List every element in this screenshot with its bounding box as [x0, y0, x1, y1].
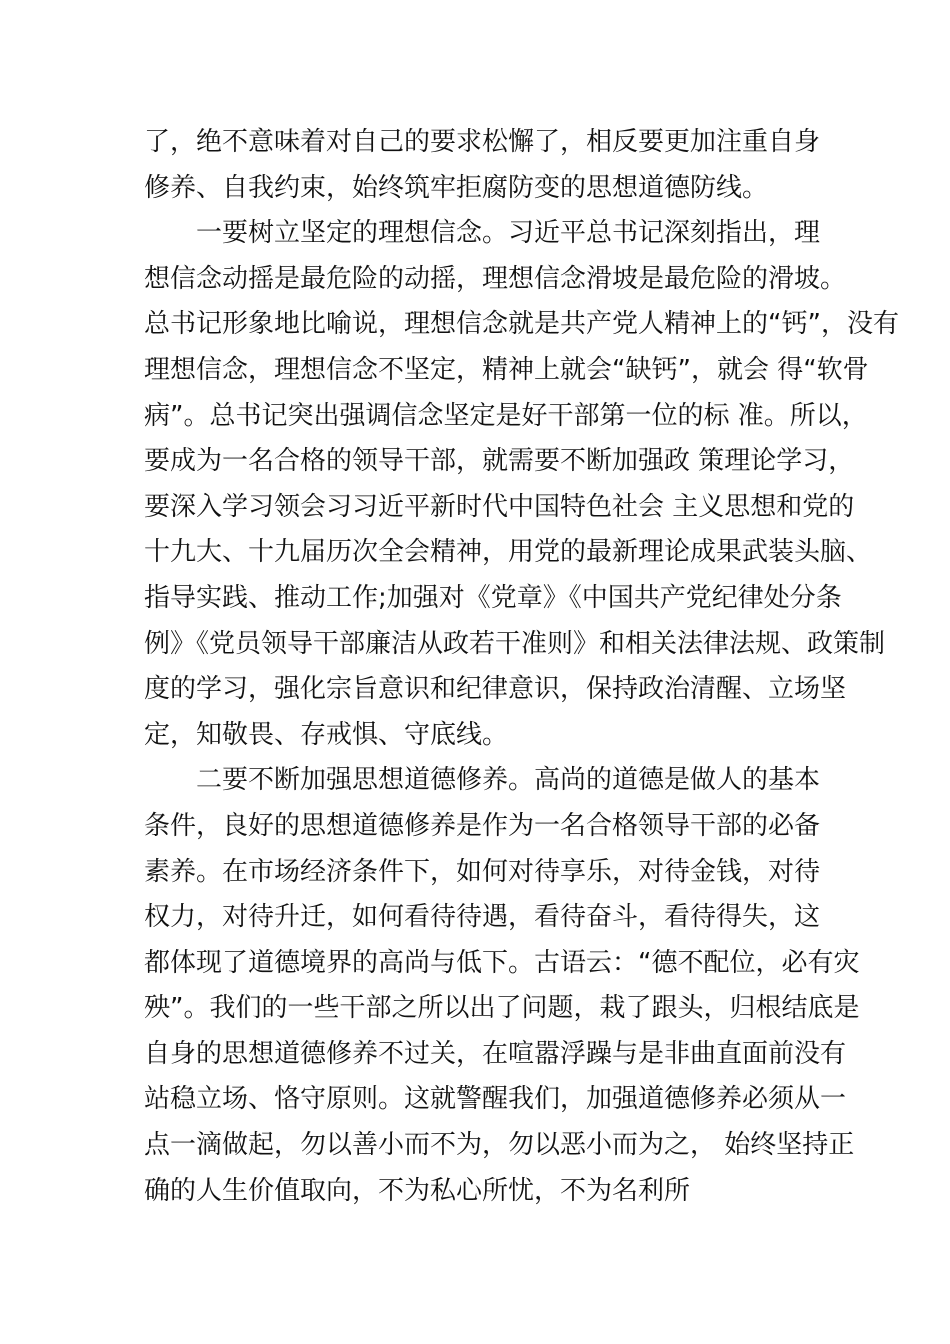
text-line-4: 想信念动摇是最危险的动摇，理想信念滑坡是最危险的滑坡。	[144, 263, 847, 294]
text-line-15: 二要不断加强思想道德修养。高尚的道德是做人的基本	[196, 765, 821, 796]
text-line-10: 十九大、十九届历次全会精神，用党的最新理论成果武装头脑、	[144, 537, 873, 568]
text-line-23: 点一滴做起，勿以善小而不为，勿以恶小而为之， 始终坚持正	[144, 1130, 855, 1161]
text-line-8: 要成为一名合格的领导干部，就需要不断加强政 策理论学习，	[144, 446, 855, 477]
text-line-2: 修养、自我约束，始终筑牢拒腐防变的思想道德防线。	[144, 172, 769, 203]
text-line-12: 例》《党员领导干部廉洁从政若干准则》和相关法律法规、政策制	[144, 628, 886, 659]
body-text	[144, 120, 899, 1214]
text-line-16: 条件，良好的思想道德修养是作为一名合格领导干部的必备	[144, 810, 821, 841]
text-line-24: 确的人生价值取向，不为私心所忧，不为名利所	[144, 1175, 691, 1206]
text-line-14: 定，知敬畏、存戒惧、守底线。	[144, 719, 509, 750]
text-line-7: 病”。总书记突出强调信念坚定是好干部第一位的标 准。所以，	[144, 400, 868, 431]
text-line-1: 了，绝不意味着对自己的要求松懈了，相反要更加注重自身	[144, 127, 821, 157]
text-line-20: 殃”。我们的一些干部之所以出了问题，栽了跟头，归根结底是	[144, 993, 860, 1024]
text-line-9: 要深入学习领会习习近平新时代中国特色社会 主义思想和党的	[144, 491, 855, 522]
text-line-3: 一要树立坚定的理想信念。习近平总书记深刻指出，理	[196, 218, 821, 249]
text-line-19: 都体现了道德境界的高尚与低下。古语云：“德不配位，必有灾	[144, 947, 860, 978]
text-line-13: 度的学习，强化宗旨意识和纪律意识，保持政治清醒、立场坚	[144, 674, 847, 705]
text-line-6: 理想信念，理想信念不坚定，精神上就会“缺钙”，就会 得“软骨	[144, 354, 869, 385]
text-line-22: 站稳立场、恪守原则。这就警醒我们，加强道德修养必须从一	[144, 1084, 847, 1115]
text-line-18: 权力，对待升迁，如何看待待遇，看待奋斗，看待得失，这	[144, 902, 821, 933]
text-line-21: 自身的思想道德修养不过关，在喧嚣浮躁与是非曲直面前没有	[144, 1038, 847, 1069]
text-line-5: 总书记形象地比喻说，理想信念就是共产党人精神上的“钙”，没有	[144, 309, 899, 340]
text-line-11: 指导实践、推动工作;加强对《党章》《中国共产党纪律处分条	[144, 582, 842, 613]
text-line-17: 素养。在市场经济条件下，如何对待享乐，对待金钱，对待	[144, 856, 821, 887]
